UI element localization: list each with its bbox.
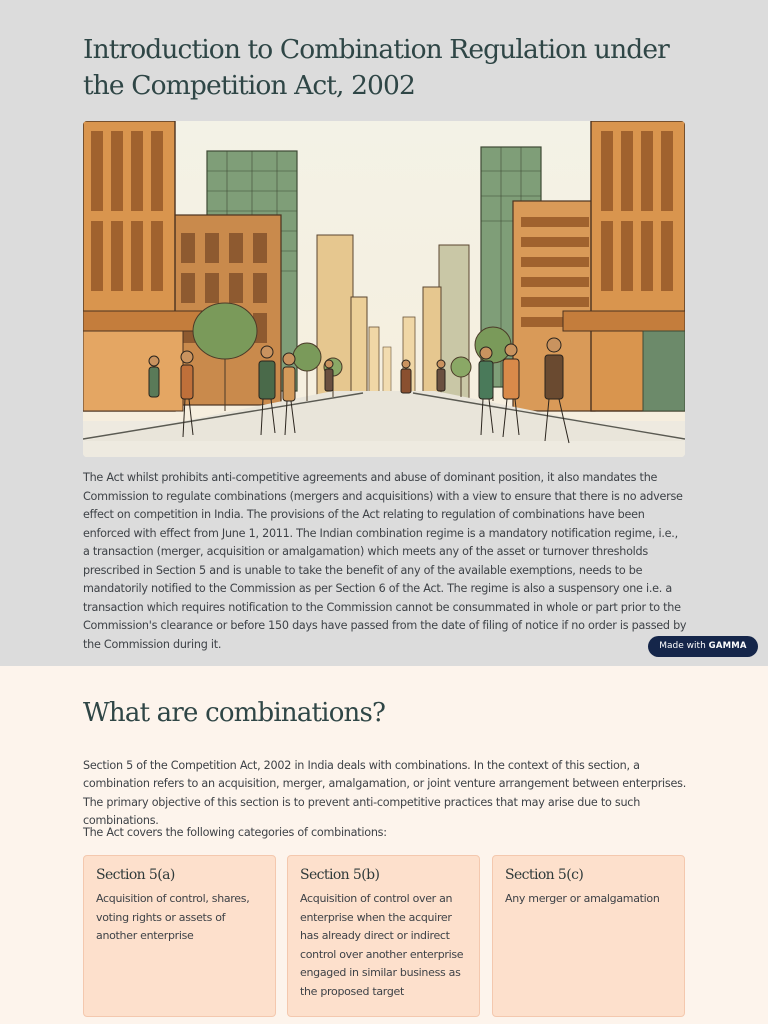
- badge-prefix: Made with: [659, 641, 706, 651]
- card-title: Section 5(a): [96, 867, 175, 883]
- intro-paragraph: The Act whilst prohibits anti-competitive agreements and abuse of dominant position, it also mandates the Commission to regulate combinations (mergers and acquisitions) with a view to ensure that there is no adverse effect on competition in India. The provisions of the Act relating to regulation of combinations have been enforced with effect from June 1, 2011. The Indian combination regime is a mandatory notification regime, i.e., a transaction (merger, acquisition or amalgamation) which meets any of the asset or turnover thresholds prescribed in Section 5 and is unable to take the benefit of any of the available exemptions, needs to be mandatorily notified to the Commission as per Section 6 of the Act. The regime is also a suspensory one i.e. a transaction which requires notification to the Commission cannot be consummated in whole or part prior to the Commission's clearance or before 150 days have passed from the date of filing of notice if no order is passed by the Commission during it.: [83, 471, 687, 651]
- slide-combinations: [0, 666, 768, 1024]
- card-text: Acquisition of control over an enterprise when the acquirer has already direct or indirect control over another enterprise engaged in similar business as the proposed target: [300, 892, 464, 998]
- slide-title: Introduction to Combination Regulation under the Competition Act, 2002: [83, 34, 669, 101]
- card-section-5a: [83, 855, 276, 1017]
- section-title: What are combinations?: [83, 698, 386, 728]
- combinations-paragraph: Section 5 of the Competition Act, 2002 in India deals with combinations. In the context of this section, a combination refers to an acquisition, merger, amalgamation, or joint venture arrangement between enterprises. The primary objective of this section is to prevent anti-competitive practices that may arise due to such combinations.: [83, 759, 686, 827]
- made-with-gamma-badge[interactable]: [648, 636, 758, 657]
- card-section-5b: [287, 855, 480, 1017]
- card-title: Section 5(c): [505, 867, 584, 883]
- city-street-illustration: [83, 121, 685, 457]
- card-section-5c: [492, 855, 685, 1017]
- card-title: Section 5(b): [300, 867, 380, 883]
- card-text: Any merger or amalgamation: [505, 892, 660, 905]
- categories-intro: The Act covers the following categories of combinations:: [83, 826, 387, 839]
- gamma-logo-text: GAMMA: [708, 641, 747, 651]
- card-text: Acquisition of control, shares, voting rights or assets of another enterprise: [96, 892, 250, 943]
